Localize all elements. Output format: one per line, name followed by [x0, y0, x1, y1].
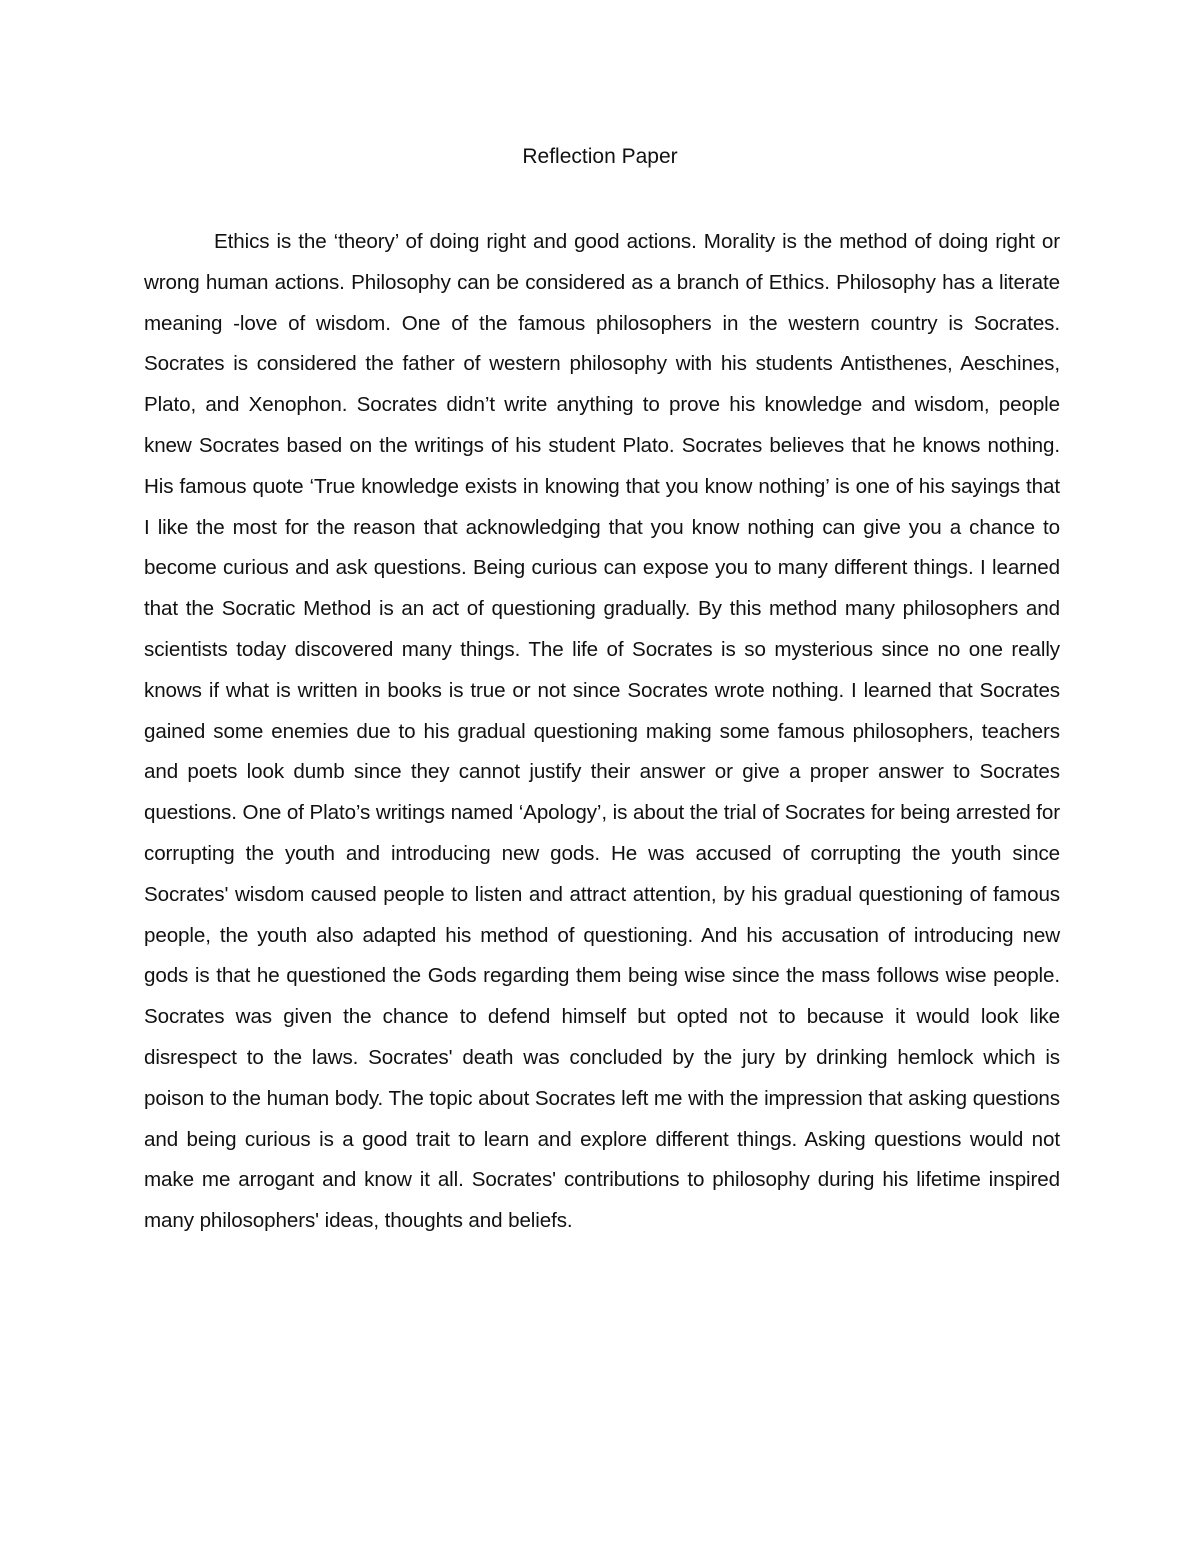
body-paragraph: Ethics is the ‘theory’ of doing right and good actions. Morality is the method of doing right or wrong human actions. Philosophy can be considered as a branch of Ethics. Philosophy has a literate meaning -love of wisdom. One of the famous philosophers in the western country is Socrates. Socrates is considered the father of western philosophy with his students Antisthenes, Aeschines, Plato, and Xenophon. Socrates didn’t write anything to prove his knowledge and wisdom, people knew Socrates based on the writings of his student Plato. Socrates believes that he knows nothing. His famous quote ‘True knowledge exists in knowing that you know nothing’ is one of his sayings that I like the most for the reason that acknowledging that you know nothing can give you a chance to become curious and ask questions. Being curious can expose you to many different things. I learned that the Socratic Method is an act of questioning gradually. By this method many philosophers and scientists today discovered many things. The life of Socrates is so mysterious since no one really knows if what is written in books is true or not since Socrates wrote nothing. I learned that Socrates gained some enemies due to his gradual questioning making some famous philosophers, teachers and poets look dumb since they cannot justify their answer or give a proper answer to Socrates questions. One of Plato’s writings named ‘Apology’, is about the trial of Socrates for being arrested for corrupting the youth and introducing new gods. He was accused of corrupting the youth since Socrates' wisdom caused people to listen and attract attention, by his gradual questioning of famous people, the youth also adapted his method of questioning. And his accusation of introducing new gods is that he questioned the Gods regarding them being wise since the mass follows wise people. Socrates was given the chance to defend himself but opted not to because it would look like disrespect to the laws. Socrates' death was concluded by the jury by drinking hemlock which is poison to the human body. The topic about Socrates left me with the impression that asking questions and being curious is a good trait to learn and explore different things. Asking questions would not make me arrogant and know it all. Socrates' contributions to philosophy during his lifetime inspired many philosophers' ideas, thoughts and beliefs. [144, 230, 1060, 1233]
page-title: Reflection Paper [522, 145, 678, 168]
